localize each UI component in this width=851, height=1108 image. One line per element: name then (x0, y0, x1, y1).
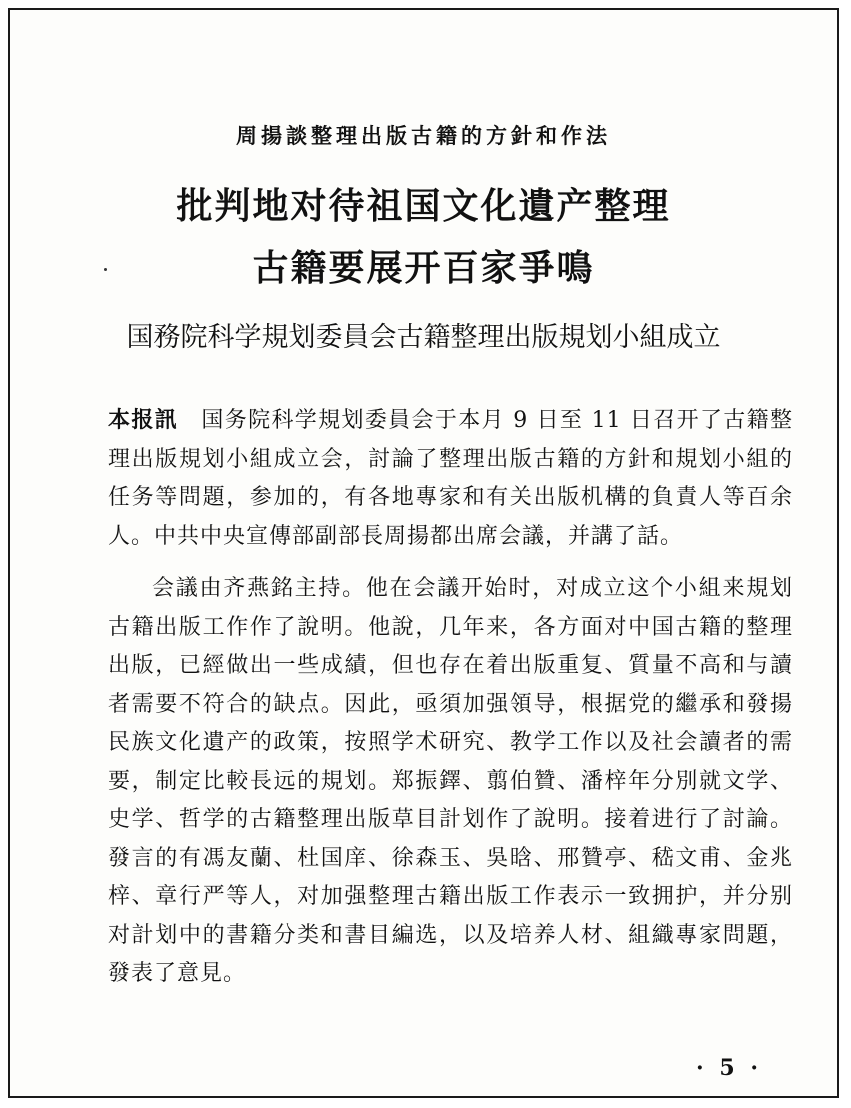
paragraph-1-text: 国务院科学規划委員会于本月 9 日至 11 日召开了古籍整理出版規划小組成立会，討論了整理出版古籍的方針和規划小組的任务等問題，参加的，有各地專家和有关出版机構的負責人等百余人。中共中央宣傳部副部長周揚都出席会議，并講了話。 (108, 408, 793, 549)
newspaper-page (8, 8, 839, 1098)
subheadline: 国務院科学規划委員会古籍整理出版規划小組成立 (126, 322, 721, 353)
lead-label: 本报訊 (108, 408, 179, 433)
kicker-title: 周揚談整理出版古籍的方針和作法 (236, 123, 611, 148)
paragraph-2: 会議由齐燕銘主持。他在会議开始时，对成立这个小組来規划古籍出版工作作了說明。他說，几年来，各方面对中国古籍的整理出版，已經做出一些成績，但也存在着出版重复、質量不高和与讀者需要不符合的缺点。因此，亟須加强領导，根据党的繼承和發揚民族文化遺产的政策，按照学术研究、教学工作以及社会讀者的需要，制定比較長远的規划。郑振鐸、翦伯贊、潘梓年分別就文学、史学、哲学的古籍整理出版草目計划作了說明。接着进行了討論。發言的有馮友蘭、杜国庠、徐森玉、吳晗、邢贊亭、嵇文甫、金兆梓、章行严等人，对加强整理古籍出版工作表示一致拥护，并分别对計划中的書籍分类和書目編选，以及培养人材、組織專家問題，發表了意見。 (108, 576, 793, 986)
paragraph-1 (108, 402, 793, 556)
headline-line-2: 古籍要展开百家爭鳴 (252, 248, 595, 289)
page-number: · 5 · (696, 1055, 762, 1081)
article-body (108, 402, 793, 994)
headline-line-1: 批判地对待祖国文化遺产整理 (176, 186, 671, 227)
